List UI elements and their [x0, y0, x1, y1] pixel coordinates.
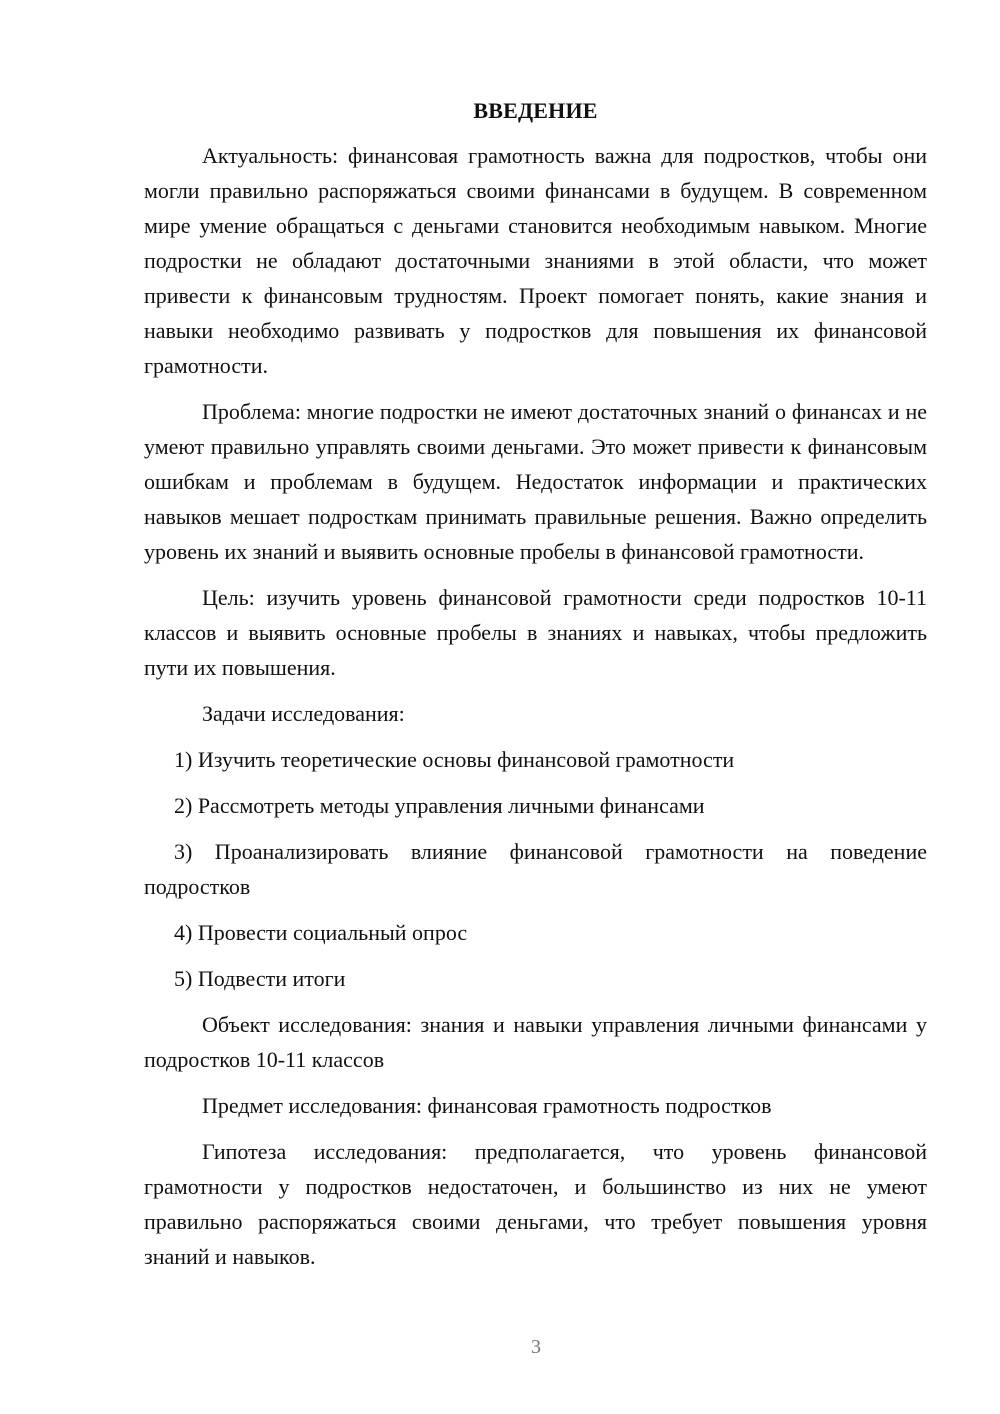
research-subject-paragraph: Предмет исследования: финансовая грамотность подростков — [202, 1093, 772, 1118]
hypothesis-paragraph: Гипотеза исследования: предполагается, что уровень финансовой грамотности у подростков недостаточен, и большинство из них не умеют правильно распоряжаться своими деньгами, что требует повышения уровня знаний и навыков. — [144, 1139, 927, 1269]
task-item: 1) Изучить теоретические основы финансовой грамотности — [174, 747, 735, 772]
document-page — [144, 96, 927, 1285]
goal-paragraph: Цель: изучить уровень финансовой грамотности среди подростков 10-11 классов и выявить основные пробелы в знаниях и навыках, чтобы предложить пути их повышения. — [144, 585, 927, 680]
task-item: 3) Проанализировать влияние финансовой грамотности на поведение подростков — [144, 839, 927, 899]
tasks-heading: Задачи исследования: — [202, 701, 405, 726]
page-number: 3 — [531, 1336, 541, 1358]
task-item: 5) Подвести итоги — [174, 966, 346, 991]
page-title: ВВЕДЕНИЕ — [473, 98, 598, 123]
actuality-paragraph: Актуальность: финансовая грамотность важна для подростков, чтобы они могли правильно распоряжаться своими финансами в будущем. В современном мире умение обращаться с деньгами становится необходимым навыком. Многие подростки не обладают достаточными знаниями в этой области, что может привести к финансовым трудностям. Проект помогает понять, какие знания и навыки необходимо развивать у подростков для повышения их финансовой грамотности. — [144, 143, 927, 378]
research-object-paragraph: Объект исследования: знания и навыки управления личными финансами у подростков 10-11 классов — [144, 1012, 927, 1072]
problem-paragraph: Проблема: многие подростки не имеют достаточных знаний о финансах и не умеют правильно управлять своими деньгами. Это может привести к финансовым ошибкам и проблемам в будущем. Недостаток информации и практических навыков мешает подросткам принимать правильные решения. Важно определить уровень их знаний и выявить основные пробелы в финансовой грамотности. — [144, 399, 927, 564]
task-item: 4) Провести социальный опрос — [174, 920, 468, 945]
task-item: 2) Рассмотреть методы управления личными финансами — [174, 793, 705, 818]
